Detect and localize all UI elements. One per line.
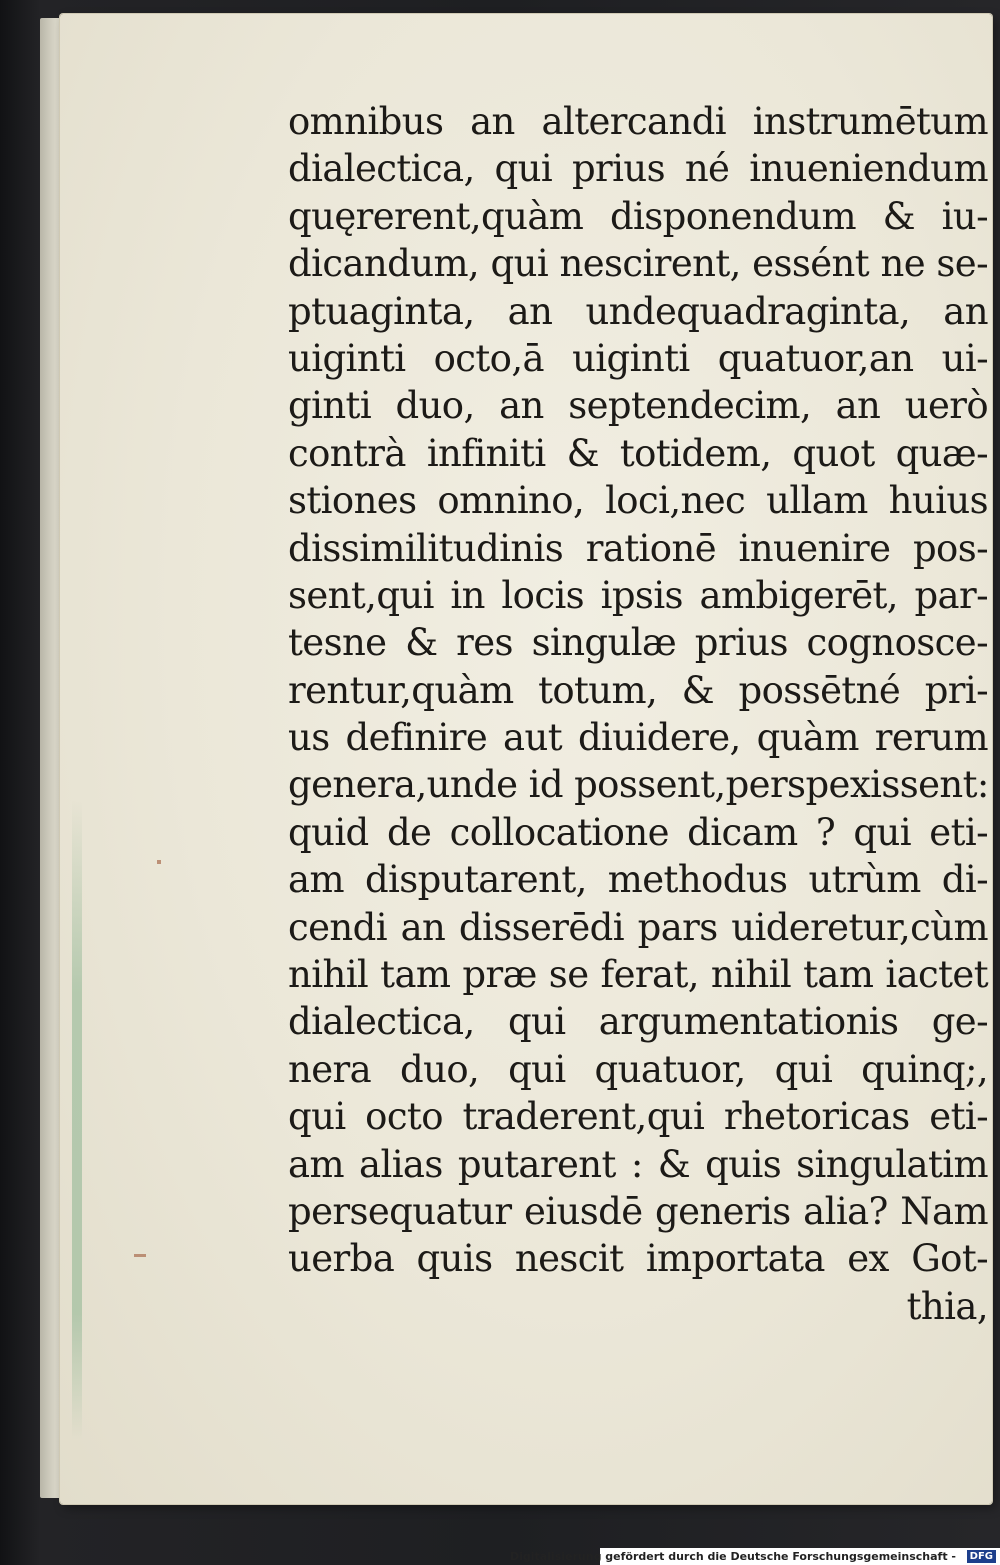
text-line: nihil tam præ se ferat, nihil tam iactet <box>288 953 988 997</box>
text-line: rentur,quàm totum, & possētné pri- <box>288 668 988 712</box>
text-line: dicandum, qui nescirent, essént ne se- <box>288 242 988 286</box>
text-line: am disputarent, methodus utrùm di- <box>288 858 988 902</box>
text-line: quid de collocatione dicam ? qui eti- <box>288 810 988 854</box>
text-line: omnibus an altercandi instrumētum <box>288 100 988 143</box>
margin-ink-dot <box>157 860 161 864</box>
margin-ink-mark <box>134 1254 146 1257</box>
page-text-block <box>288 98 988 1330</box>
text-line: sent,qui in locis ipsis ambigerēt, par- <box>288 573 988 617</box>
text-line: dissimilitudinis rationē inuenire pos- <box>288 526 988 570</box>
text-line: qui octo traderent,qui rhetoricas eti- <box>288 1095 988 1139</box>
text-line: quęrerent,quàm disponendum & iu- <box>288 194 988 238</box>
text-line: genera,unde id possent,perspexissent: <box>288 763 989 807</box>
text-line: uiginti octo,ā uiginti quatuor,an ui- <box>288 336 988 380</box>
text-line: dialectica, qui prius né inueniendum <box>288 147 988 191</box>
text-line: cendi an disserēdi pars uideretur,cùm <box>288 905 988 949</box>
digitization-credit: Digitalisierung gefördert durch die Deutsche Forschungsgemeinschaft - <box>509 1550 956 1563</box>
text-line: am alias putarent : & quis singulatim <box>288 1142 988 1186</box>
text-line: us definire aut diuidere, quàm rerum <box>288 716 988 760</box>
text-line: ginti duo, an septendecim, an uerò <box>288 384 988 428</box>
text-line: tesne & res singulæ prius cognosce- <box>288 621 988 665</box>
text-line: dialectica, qui argumentationis ge- <box>288 1000 988 1044</box>
text-line: contrà infiniti & totidem, quot quæ- <box>288 431 988 475</box>
text-line: uerba quis nescit importata ex Got- <box>288 1237 988 1281</box>
page-edge-stain <box>72 800 82 1440</box>
text-line: stiones omnino, loci,nec ullam huius <box>288 479 988 523</box>
dfg-logo: DFG <box>967 1550 996 1563</box>
text-line: nera duo, qui quatuor, qui quinq;, <box>288 1047 988 1091</box>
text-line: persequatur eiusdē generis alia? Nam <box>288 1189 988 1233</box>
catchword: thia, <box>906 1284 988 1328</box>
text-line: ptuaginta, an undequadraginta, an <box>288 289 988 333</box>
